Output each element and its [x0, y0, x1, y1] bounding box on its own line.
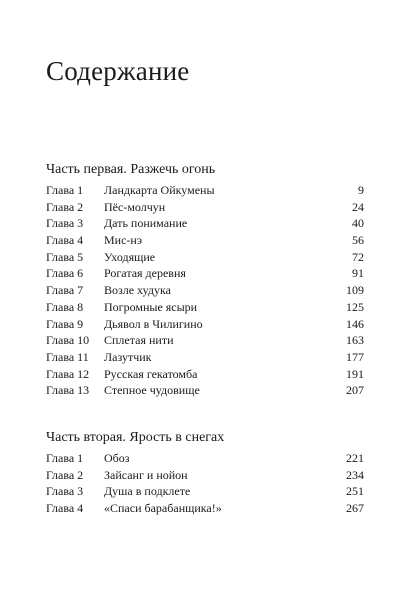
toc-entry: [46, 349, 364, 366]
chapter-label: Глава 1: [46, 451, 84, 465]
chapter-name: Лазутчик: [104, 349, 152, 364]
chapter-name: Сплетая нити: [104, 333, 174, 348]
page-number: 267: [346, 501, 364, 516]
part-title: Часть первая. Разжечь огонь: [46, 162, 216, 177]
page-number: 56: [352, 233, 364, 248]
toc-entry: [46, 382, 364, 399]
toc-entry: [46, 316, 364, 333]
entry-list: [46, 182, 364, 399]
toc-entry: [46, 483, 364, 500]
chapter-label: Глава 13: [46, 383, 90, 398]
toc-entry: [46, 282, 364, 299]
chapter-name: Уходящие: [104, 249, 156, 264]
chapter-name: Степное чудовище: [104, 383, 200, 398]
chapter-name: Рогатая деревня: [104, 266, 186, 281]
page-number: 251: [346, 484, 364, 499]
page-number: 146: [346, 316, 364, 331]
toc-entry: [46, 232, 364, 249]
toc-entry: [46, 450, 364, 467]
chapter-label: Глава 8: [46, 299, 84, 314]
chapter-label: Глава 5: [46, 249, 84, 264]
chapter-name: Погромные ясыри: [104, 299, 198, 314]
chapter-label: Глава 2: [46, 199, 84, 214]
page-number: 163: [346, 333, 364, 348]
chapter-name: Русская гекатомба: [104, 366, 198, 381]
chapter-name: Зайсанг и нойон: [104, 467, 188, 482]
chapter-name: Обоз: [104, 451, 130, 465]
chapter-name: Ландкарта Ойкумены: [104, 183, 215, 197]
entry-list: [46, 450, 364, 517]
chapter-label: Глава 3: [46, 216, 84, 231]
chapter-label: Глава 4: [46, 233, 84, 248]
toc-entry: [46, 299, 364, 316]
chapter-label: Глава 2: [46, 467, 84, 482]
toc-entry: [46, 265, 364, 282]
chapter-label: Глава 6: [46, 266, 84, 281]
page-number: 24: [352, 199, 364, 214]
toc-entry: [46, 182, 364, 199]
chapter-label: Глава 1: [46, 183, 84, 197]
chapter-name: Душа в подклете: [104, 484, 191, 499]
page-number: 91: [352, 266, 364, 281]
toc-entry: [46, 199, 364, 216]
chapter-label: Глава 3: [46, 484, 84, 499]
chapter-label: Глава 12: [46, 366, 90, 381]
toc-part-1: [46, 160, 364, 399]
page-number: 109: [346, 283, 364, 298]
chapter-name: Возле худука: [104, 283, 171, 298]
chapter-name: Мис-нэ: [104, 233, 142, 248]
chapter-name: Дьявол в Чилигино: [104, 316, 203, 331]
toc-entry: [46, 332, 364, 349]
page-number: 125: [346, 299, 364, 314]
chapter-label: Глава 11: [46, 349, 89, 364]
toc-entry: [46, 500, 364, 517]
page-number: 9: [358, 183, 364, 197]
chapter-label: Глава 4: [46, 501, 84, 516]
chapter-label: Глава 9: [46, 316, 84, 331]
toc-part-2: [46, 428, 364, 517]
chapter-label: Глава 7: [46, 283, 84, 298]
chapter-name: Дать понимание: [104, 216, 188, 231]
chapter-name: «Спаси барабанщика!»: [104, 501, 222, 516]
toc-entry: [46, 249, 364, 266]
page-number: 234: [346, 467, 364, 482]
chapter-label: Глава 10: [46, 333, 90, 348]
page-number: 177: [346, 349, 364, 364]
toc-entry: [46, 366, 364, 383]
page-number: 40: [352, 216, 364, 231]
toc-entry: [46, 467, 364, 484]
page-number: 207: [346, 383, 364, 398]
page-number: 191: [346, 366, 364, 381]
page-number: 72: [352, 249, 364, 264]
page-number: 221: [346, 451, 364, 465]
page-title: Содержание: [46, 56, 190, 86]
toc-entry: [46, 215, 364, 232]
part-title: Часть вторая. Ярость в снегах: [46, 430, 225, 445]
chapter-name: Пёс-молчун: [104, 199, 166, 214]
